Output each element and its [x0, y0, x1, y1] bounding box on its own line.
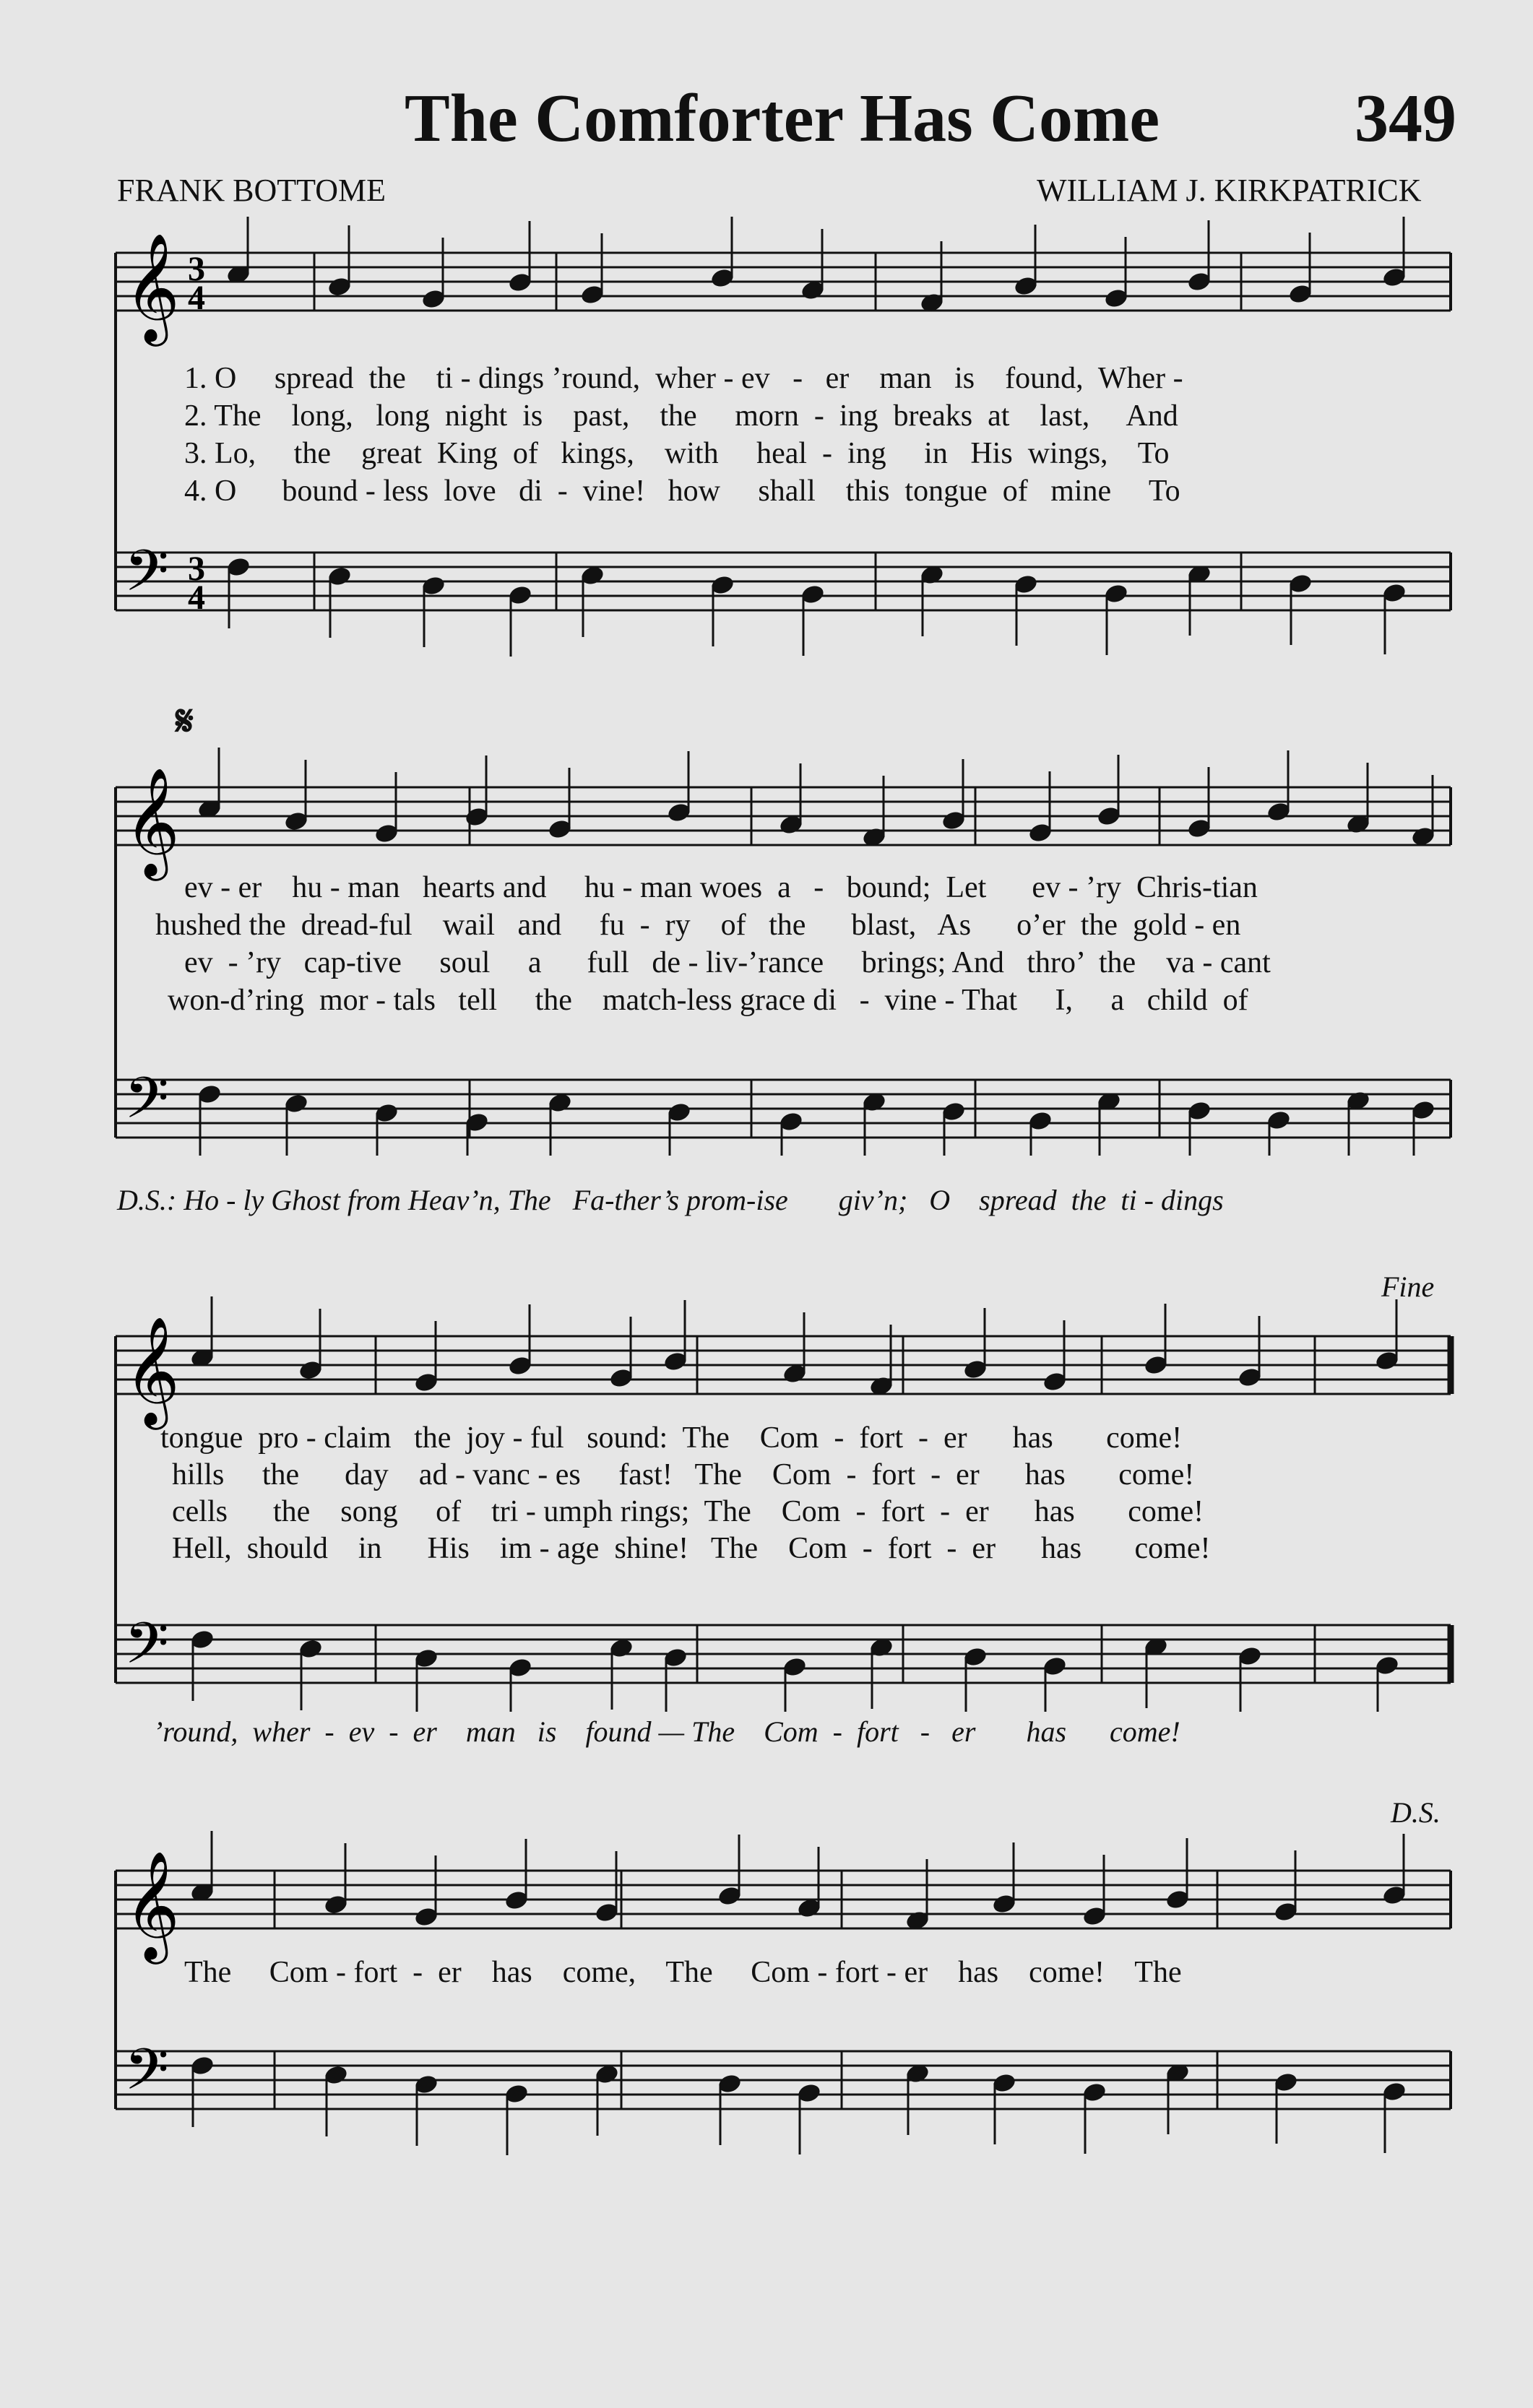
ds-marking: D.S. [1391, 1796, 1441, 1829]
composer-credit: WILLIAM J. KIRKPATRICK [1037, 173, 1422, 208]
lyric-line: hills the day ad - vanc - es fast! The Com - fort - er has come! [172, 1458, 1195, 1491]
lyric-line: Hell, should in His im - age shine! The Com - fort - er has come! [172, 1532, 1211, 1565]
ds-lyric-line: D.S.: Ho - ly Ghost from Heav’n, The Fa-ther’s prom-ise giv’n; O spread the ti - dings [117, 1184, 1224, 1216]
time-signature-top: 3 [188, 250, 205, 288]
time-signature-bottom: 4 [188, 579, 205, 617]
lyric-line: ev - ’ry cap-tive soul a full de - liv-’rance brings; And thro’ the va - cant [184, 946, 1271, 979]
bass-clef-icon: 𝄢 [124, 1065, 169, 1145]
lyric-line: hushed the dread-ful wail and fu - ry of the blast, As o’er the gold - en [155, 909, 1241, 942]
lyric-line: won-d’ring mor - tals tell the match-less grace di - vine - That I, a child of [168, 984, 1248, 1017]
lyric-line: ev - er hu - man hearts and hu - man woes a - bound; Let ev - ’ry Chris-tian [184, 871, 1258, 904]
treble-clef-icon: 𝄞 [124, 232, 180, 342]
treble-clef-icon: 𝄞 [124, 766, 180, 876]
lyricist-credit: FRANK BOTTOME [117, 173, 387, 208]
hymn-title: The Comforter Has Come [405, 81, 1160, 156]
bass-clef-icon: 𝄢 [124, 1610, 169, 1691]
lyric-line: 1. O spread the ti - dings ’round, wher - ev - er man is found, Wher - [184, 362, 1183, 395]
lyric-line: The Com - fort - er has come, The Com - fort - er has come! The [184, 1956, 1182, 1989]
time-signature-top: 3 [188, 550, 205, 588]
lyric-line: cells the song of tri - umph rings; The Com - fort - er has come! [172, 1495, 1204, 1528]
fine-marking: Fine [1381, 1270, 1435, 1303]
lyric-line: tongue pro - claim the joy - ful sound: The Com - fort - er has come! [160, 1421, 1183, 1455]
segno-sign: 𝄋 [176, 698, 194, 745]
bass-clef-icon: 𝄢 [124, 537, 169, 618]
bass-clef-icon: 𝄢 [124, 2036, 169, 2117]
lyric-line: 2. The long, long night is past, the morn - ing breaks at last, And [184, 399, 1178, 433]
time-signature-bottom: 4 [188, 279, 205, 317]
treble-clef-icon: 𝄞 [124, 1850, 180, 1959]
lyric-line: 3. Lo, the great King of kings, with heal - ing in His wings, To [184, 437, 1170, 470]
lyric-line: 4. O bound - less love di - vine! how shall this tongue of mine To [184, 475, 1180, 508]
music-system-4 [0, 1827, 1533, 2167]
hymn-number: 349 [1355, 81, 1456, 156]
ds-lyric-line: ’round, wher - ev - er man is found — The Com - fort - er has come! [153, 1715, 1180, 1748]
treble-clef-icon: 𝄞 [124, 1315, 180, 1425]
